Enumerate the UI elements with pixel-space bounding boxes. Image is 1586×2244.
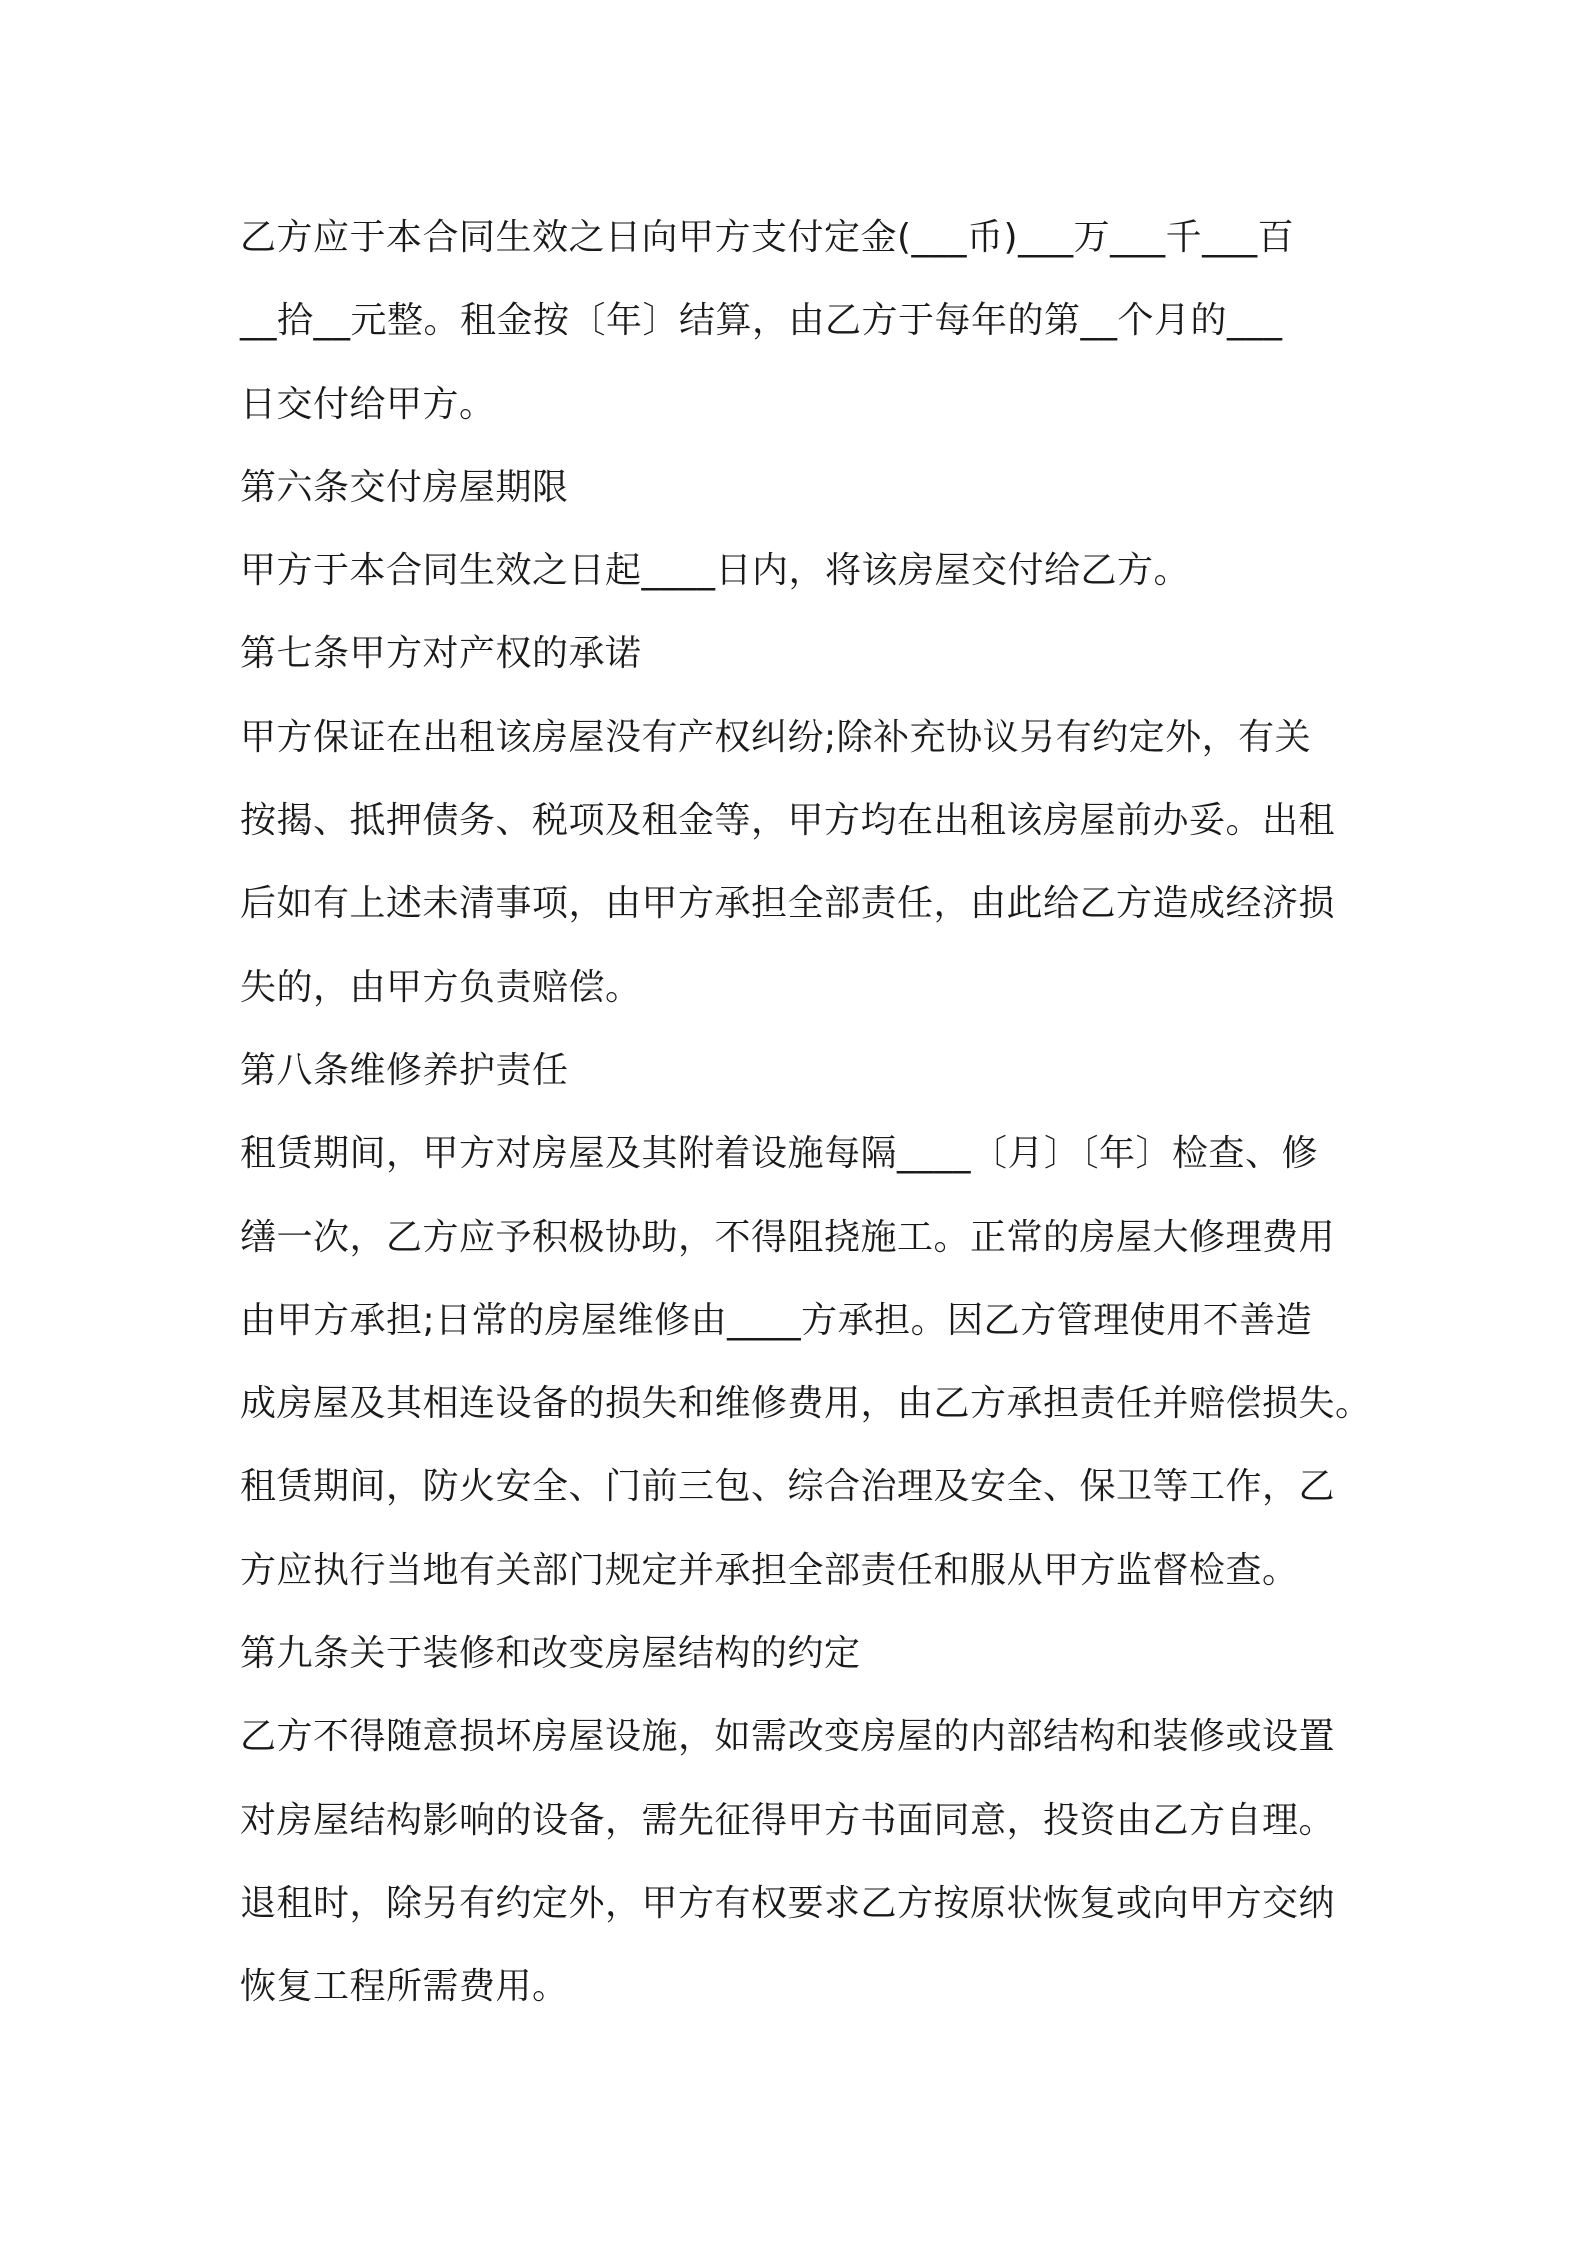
document-page: [240, 196, 1372, 2029]
text-line: __拾__元整。租金按〔年〕结算，由乙方于每年的第__个月的___: [240, 300, 1283, 342]
text-line: 按揭、抵押债务、税项及租金等，甲方均在出租该房屋前办妥。出租: [240, 800, 1336, 842]
text-line: 方应执行当地有关部门规定并承担全部责任和服从甲方监督检查。: [240, 1549, 1299, 1591]
text-line: 日交付给甲方。: [240, 383, 496, 425]
text-line: 成房屋及其相连设备的损失和维修费用，由乙方承担责任并赔偿损失。: [240, 1383, 1372, 1425]
text-line: 租赁期间，甲方对房屋及其附着设施每隔____〔月〕〔年〕检查、修: [240, 1133, 1319, 1175]
text-line: 甲方于本合同生效之日起____日内，将该房屋交付给乙方。: [240, 550, 1191, 592]
text-line: 后如有上述未清事项，由甲方承担全部责任，由此给乙方造成经济损: [240, 883, 1336, 925]
section-heading: 第七条甲方对产权的承诺: [240, 633, 642, 675]
text-line: 由甲方承担;日常的房屋维修由____方承担。因乙方管理使用不善造: [240, 1299, 1313, 1341]
text-line: 甲方保证在出租该房屋没有产权纠纷;除补充协议另有约定外，有关: [240, 716, 1312, 758]
text-line: 租赁期间，防火安全、门前三包、综合治理及安全、保卫等工作，乙: [240, 1466, 1336, 1508]
text-line: 乙方不得随意损坏房屋设施，如需改变房屋的内部结构和装修或设置: [240, 1716, 1336, 1758]
text-line: 失的，由甲方负责赔偿。: [240, 966, 642, 1008]
text-line: 恢复工程所需费用。: [240, 1966, 569, 2008]
text-line: 缮一次，乙方应予积极协助，不得阻挠施工。正常的房屋大修理费用: [240, 1216, 1336, 1258]
text-line: 对房屋结构影响的设备，需先征得甲方书面同意，投资由乙方自理。: [240, 1799, 1336, 1841]
text-line: 乙方应于本合同生效之日向甲方支付定金(___币)___万___千___百: [240, 217, 1295, 258]
section-heading: 第九条关于装修和改变房屋结构的约定: [240, 1633, 861, 1675]
text-line: 退租时，除另有约定外，甲方有权要求乙方按原状恢复或向甲方交纳: [240, 1882, 1336, 1924]
section-heading: 第六条交付房屋期限: [240, 466, 569, 508]
section-heading: 第八条维修养护责任: [240, 1049, 569, 1091]
